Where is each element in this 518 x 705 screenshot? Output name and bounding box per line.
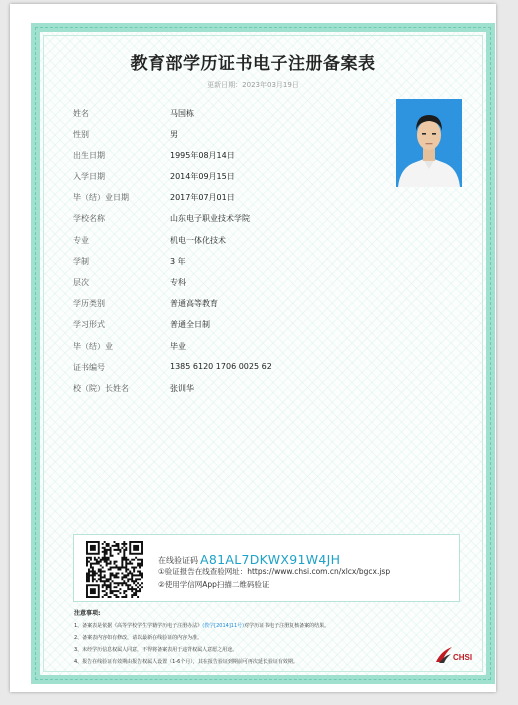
qr-code[interactable] [86, 541, 143, 598]
note-text: 3、未经学历信息权属人同意，不得将备案表用于违背权属人意愿之用途。 [74, 647, 238, 653]
verification-code-label: 在线验证码 [158, 556, 198, 565]
student-photo [396, 99, 462, 187]
field-value: 男 [170, 130, 178, 139]
field-label: 学历类别 [73, 299, 105, 308]
verification-app-line: ②使用学信网App扫描二维码验证 [158, 580, 270, 589]
field-label: 毕（结）业 [73, 342, 113, 351]
field-label: 姓名 [73, 109, 89, 118]
document-title: 教育部学历证书电子注册备案表 [130, 54, 376, 74]
field-label: 出生日期 [73, 151, 105, 160]
note-text-tail: 对学历证书电子注册复核备案的结果。 [244, 623, 330, 629]
update-date: 更新日期：2023年03月19日 [207, 81, 299, 89]
note-text: 2、备案表内容如有修改，请以最新在线验证的内容为准。 [74, 635, 203, 641]
notes-title: 注意事项: [74, 610, 101, 617]
verification-panel [73, 534, 460, 602]
note-text: 4、报告在线验证有效期由报告权属人设置（1-6个月），其在报告验证到期前可再次延长验证有效期。 [74, 659, 298, 665]
field-value: 张训华 [170, 384, 194, 393]
chsi-emblem-icon [433, 644, 455, 666]
note-text: 1、备案表是依据《高等学校学生学籍学历电子注册办法》 [74, 623, 203, 629]
verification-code: A81AL7DKWX91W4JH [200, 552, 341, 567]
field-value: 马国栋 [170, 109, 194, 118]
field-value: 2014年09月15日 [170, 172, 235, 181]
field-value: 1995年08月14日 [170, 151, 235, 160]
field-value: 3 年 [170, 257, 186, 266]
note-item [74, 634, 202, 641]
field-label: 学制 [73, 257, 89, 266]
field-value: 2017年07月01日 [170, 193, 235, 202]
field-label: 证书编号 [73, 363, 105, 372]
note-item [74, 646, 237, 653]
field-label: 性别 [73, 130, 89, 139]
document-page [10, 4, 496, 692]
field-label: 校（院）长姓名 [73, 384, 129, 393]
field-value: 普通高等教育 [170, 299, 218, 308]
chsi-logo [433, 644, 475, 668]
field-value: 1385 6120 1706 0025 62 [170, 362, 272, 371]
field-value: 专科 [170, 278, 186, 287]
field-value: 普通全日制 [170, 320, 210, 329]
field-label: 学习形式 [73, 320, 105, 329]
portrait-image [396, 99, 462, 187]
field-label: 入学日期 [73, 172, 105, 181]
note-item [74, 622, 329, 629]
field-value: 山东电子职业技术学院 [170, 214, 250, 223]
field-value: 机电一体化技术 [170, 236, 226, 245]
chsi-logo-text: CHSI [453, 653, 473, 662]
regulation-link[interactable]: (教学[2014]11号) [202, 623, 245, 629]
field-value: 毕业 [170, 342, 186, 351]
field-label: 学校名称 [73, 214, 105, 223]
field-label: 专业 [73, 236, 89, 245]
field-label: 层次 [73, 278, 89, 287]
verification-url-line: ①验证报告在线查验网址：https://www.chsi.com.cn/xlcx/bgcx.jsp [158, 567, 391, 576]
field-label: 毕（结）业日期 [73, 193, 129, 202]
note-item [74, 658, 298, 665]
verification-code-line [158, 552, 340, 567]
